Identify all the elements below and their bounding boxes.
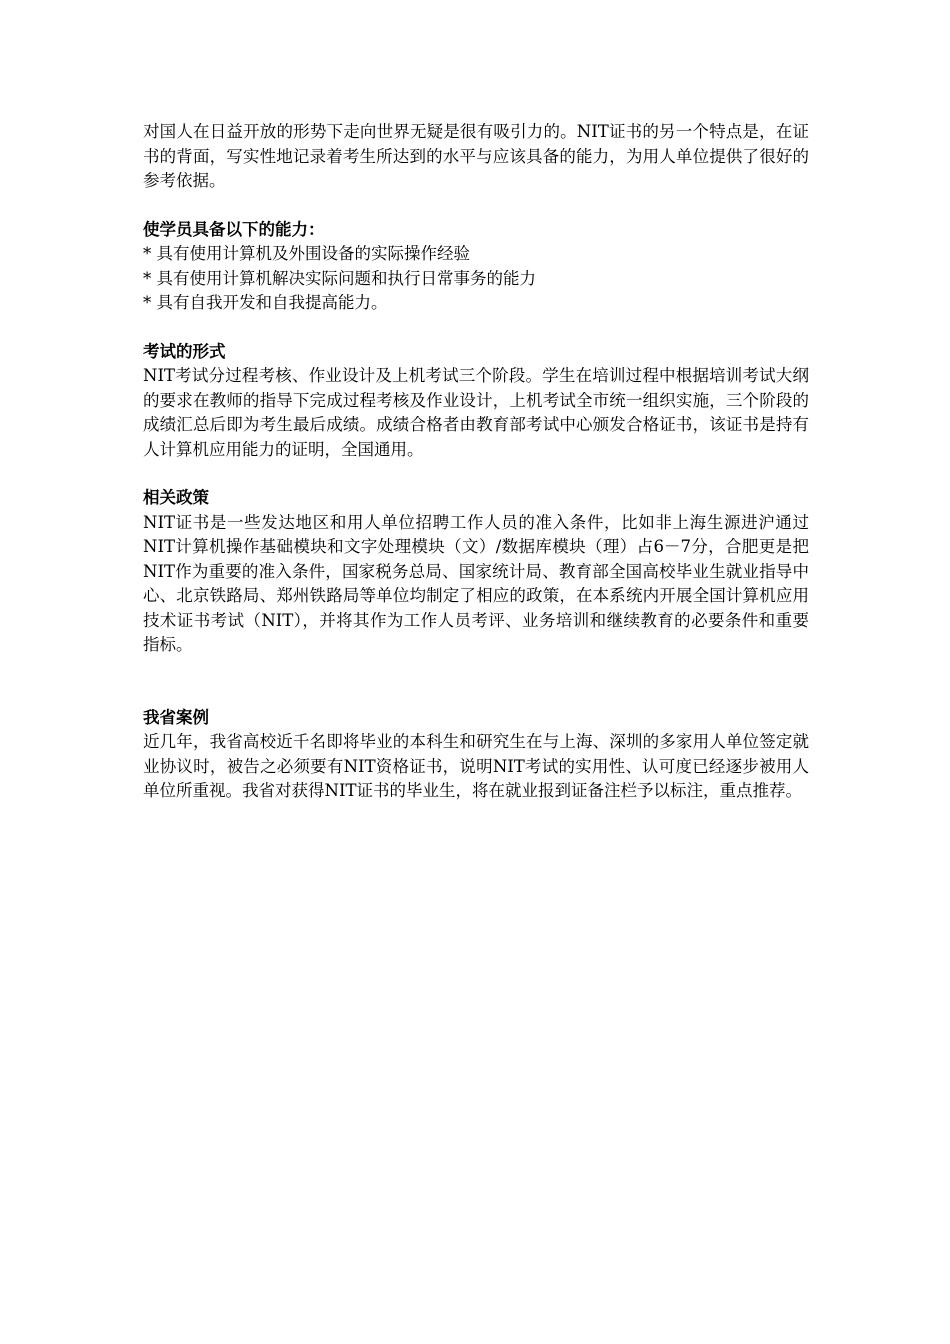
abilities-heading: 使学员具备以下的能力：: [143, 219, 325, 239]
intro-paragraph: 对国人在日益开放的形势下走向世界无疑是很有吸引力的。NIT证书的另一个特点是，在证书的背面，写实性地记录着考生所达到的水平与应该具备的能力，为用人单位提供了很好的参考依据。: [143, 122, 809, 190]
document-page: [143, 120, 809, 804]
spacer: [143, 316, 809, 340]
cases-paragraph: 近几年，我省高校近千名即将毕业的本科生和研究生在与上海、深圳的多家用人单位签定就业协议时，被告之必须要有NIT资格证书，说明NIT考试的实用性、认可度已经逐步被用人单位所重视。我省对获得NIT证书的毕业生，将在就业报到证备注栏予以标注，重点推荐。: [143, 732, 809, 800]
cases-heading: 我省案例: [143, 707, 209, 727]
spacer: [143, 194, 809, 218]
spacer: [143, 658, 809, 706]
list-item: * 具有自我开发和自我提高能力。: [143, 293, 388, 312]
exam-format-paragraph: NIT考试分过程考核、作业设计及上机考试三个阶段。学生在培训过程中根据培训考试大纲的要求在教师的指导下完成过程考核及作业设计，上机考试全市统一组织实施，三个阶段的成绩汇总后即为考生最后成绩。成绩合格者由教育部考试中心颁发合格证书，该证书是持有人计算机应用能力的证明，全国通用。: [143, 366, 809, 459]
spacer: [143, 462, 809, 486]
exam-format-heading: 考试的形式: [143, 341, 226, 361]
abilities-list: [143, 242, 809, 316]
list-item: * 具有使用计算机解决实际问题和执行日常事务的能力: [143, 268, 536, 288]
policy-heading: 相关政策: [143, 488, 209, 507]
list-item: * 具有使用计算机及外围设备的实际操作经验: [143, 244, 470, 263]
policy-paragraph: NIT证书是一些发达地区和用人单位招聘工作人员的准入条件，比如非上海生源进沪通过NIT计算机操作基础模块和文字处理模块（文）/数据库模块（理）占6－7分，合肥更是把NIT作为重要的准入条件，国家税务总局、国家统计局、教育部全国高校毕业生就业指导中心、北京铁路局、郑州铁路局等单位均制定了相应的政策，在本系统内开展全国计算机应用技术证书考试（NIT），并将其作为工作人员考评、业务培训和继续教育的必要条件和重要指标。: [143, 512, 809, 654]
